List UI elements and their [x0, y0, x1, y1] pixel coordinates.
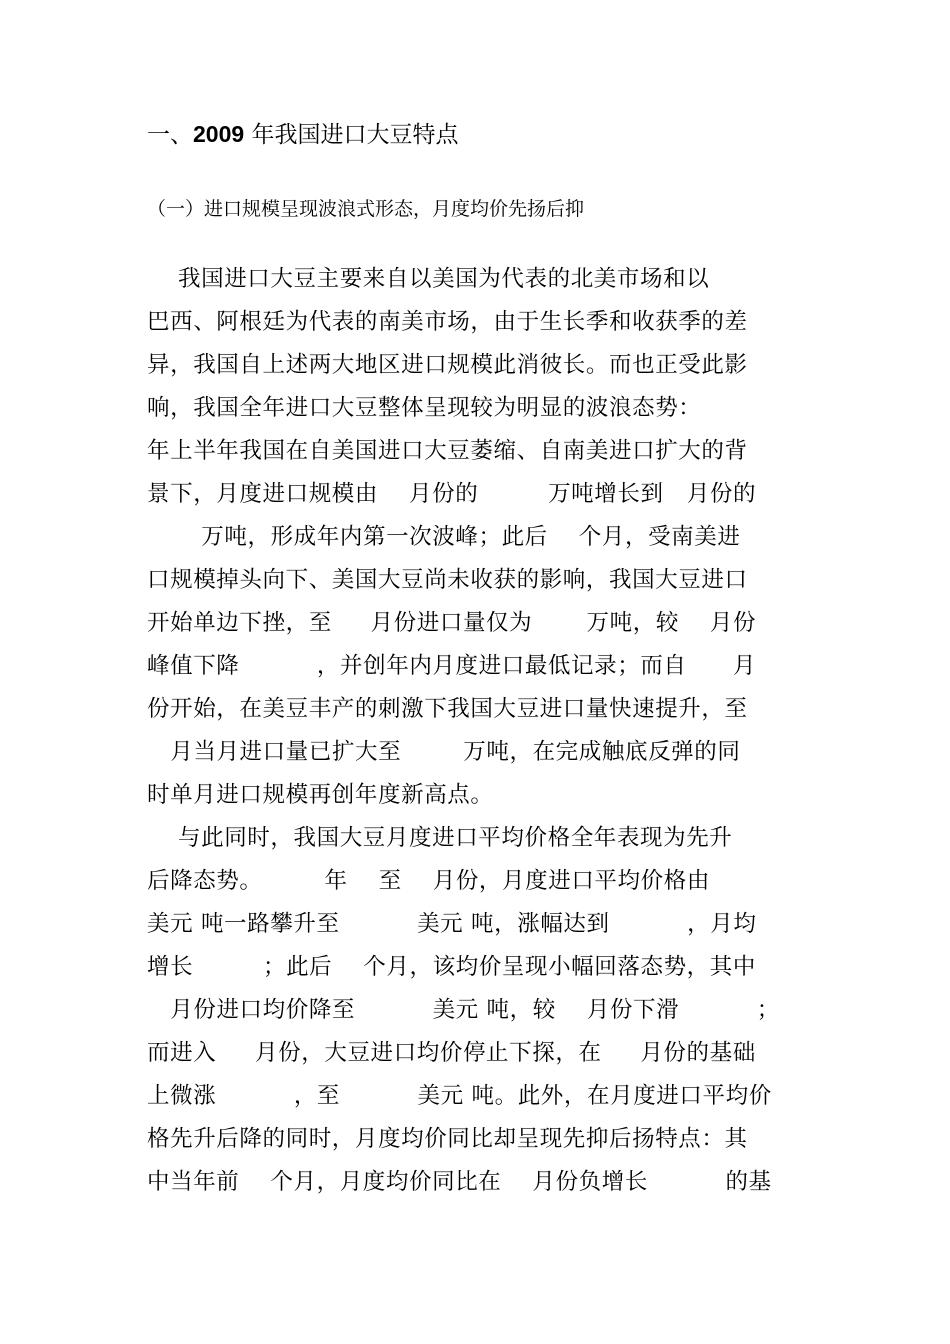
section-heading: [147, 116, 458, 153]
paragraph-line: 开始单边下挫，至 月份进口量仅为 万吨，较 月份: [147, 610, 757, 636]
heading-suffix: 年我国进口大豆特点: [244, 122, 459, 148]
paragraph-line: 而进入 月份，大豆进口均价停止下探，在 月份的基础: [147, 1040, 756, 1066]
paragraph-line: 峰值下降 ，并创年内月度进口最低记录；而自 月: [147, 653, 757, 679]
heading-prefix: 一、: [147, 122, 193, 148]
subsection-heading: （一）进口规模呈现波浪式形态，月度均价先扬后抑: [147, 198, 585, 220]
paragraph-line: 后降态势。 年 至 月份，月度进口平均价格由: [147, 868, 710, 894]
heading-year: 2009: [193, 121, 245, 147]
paragraph-line: 上微涨 ，至 美元 吨。此外，在月度进口平均价: [147, 1083, 772, 1109]
paragraph-line: 格先升后降的同时，月度均价同比却呈现先抑后扬特点：其: [147, 1126, 748, 1152]
paragraph-line: 万吨，形成年内第一次波峰；此后 个月，受南美进: [147, 524, 741, 550]
paragraph-line: 美元 吨一路攀升至 美元 吨，涨幅达到 ，月均: [147, 911, 757, 937]
paragraph-line: 巴西、阿根廷为代表的南美市场，由于生长季和收获季的差: [147, 309, 748, 335]
paragraph-line: 响，我国全年进口大豆整体呈现较为明显的波浪态势：: [147, 395, 702, 421]
paragraph-line: 月当月进口量已扩大至 万吨，在完成触底反弹的同: [147, 739, 741, 765]
paragraph-line: 我国进口大豆主要来自以美国为代表的北美市场和以: [147, 266, 710, 292]
paragraph-line: 份开始，在美豆丰产的刺激下我国大豆进口量快速提升，至: [147, 696, 748, 722]
paragraph-line: 中当年前 个月，月度均价同比在 月份负增长 的基: [147, 1169, 772, 1195]
paragraph-line: 月份进口均价降至 美元 吨，较 月份下滑 ；: [147, 997, 780, 1023]
paragraph-line: 口规模掉头向下、美国大豆尚未收获的影响，我国大豆进口: [147, 567, 748, 593]
paragraph-line: 年上半年我国在自美国进口大豆萎缩、自南美进口扩大的背: [147, 438, 748, 464]
paragraph-line: 景下，月度进口规模由 月份的 万吨增长到 月份的: [147, 481, 757, 507]
paragraph-line: 异，我国自上述两大地区进口规模此消彼长。而也正受此影: [147, 352, 748, 378]
paragraph-line: 与此同时，我国大豆月度进口平均价格全年表现为先升: [147, 825, 733, 851]
paragraph-line: 增长 ；此后 个月，该均价呈现小幅回落态势，其中: [147, 954, 756, 980]
paragraph-line: 时单月进口规模再创年度新高点。: [147, 782, 494, 808]
